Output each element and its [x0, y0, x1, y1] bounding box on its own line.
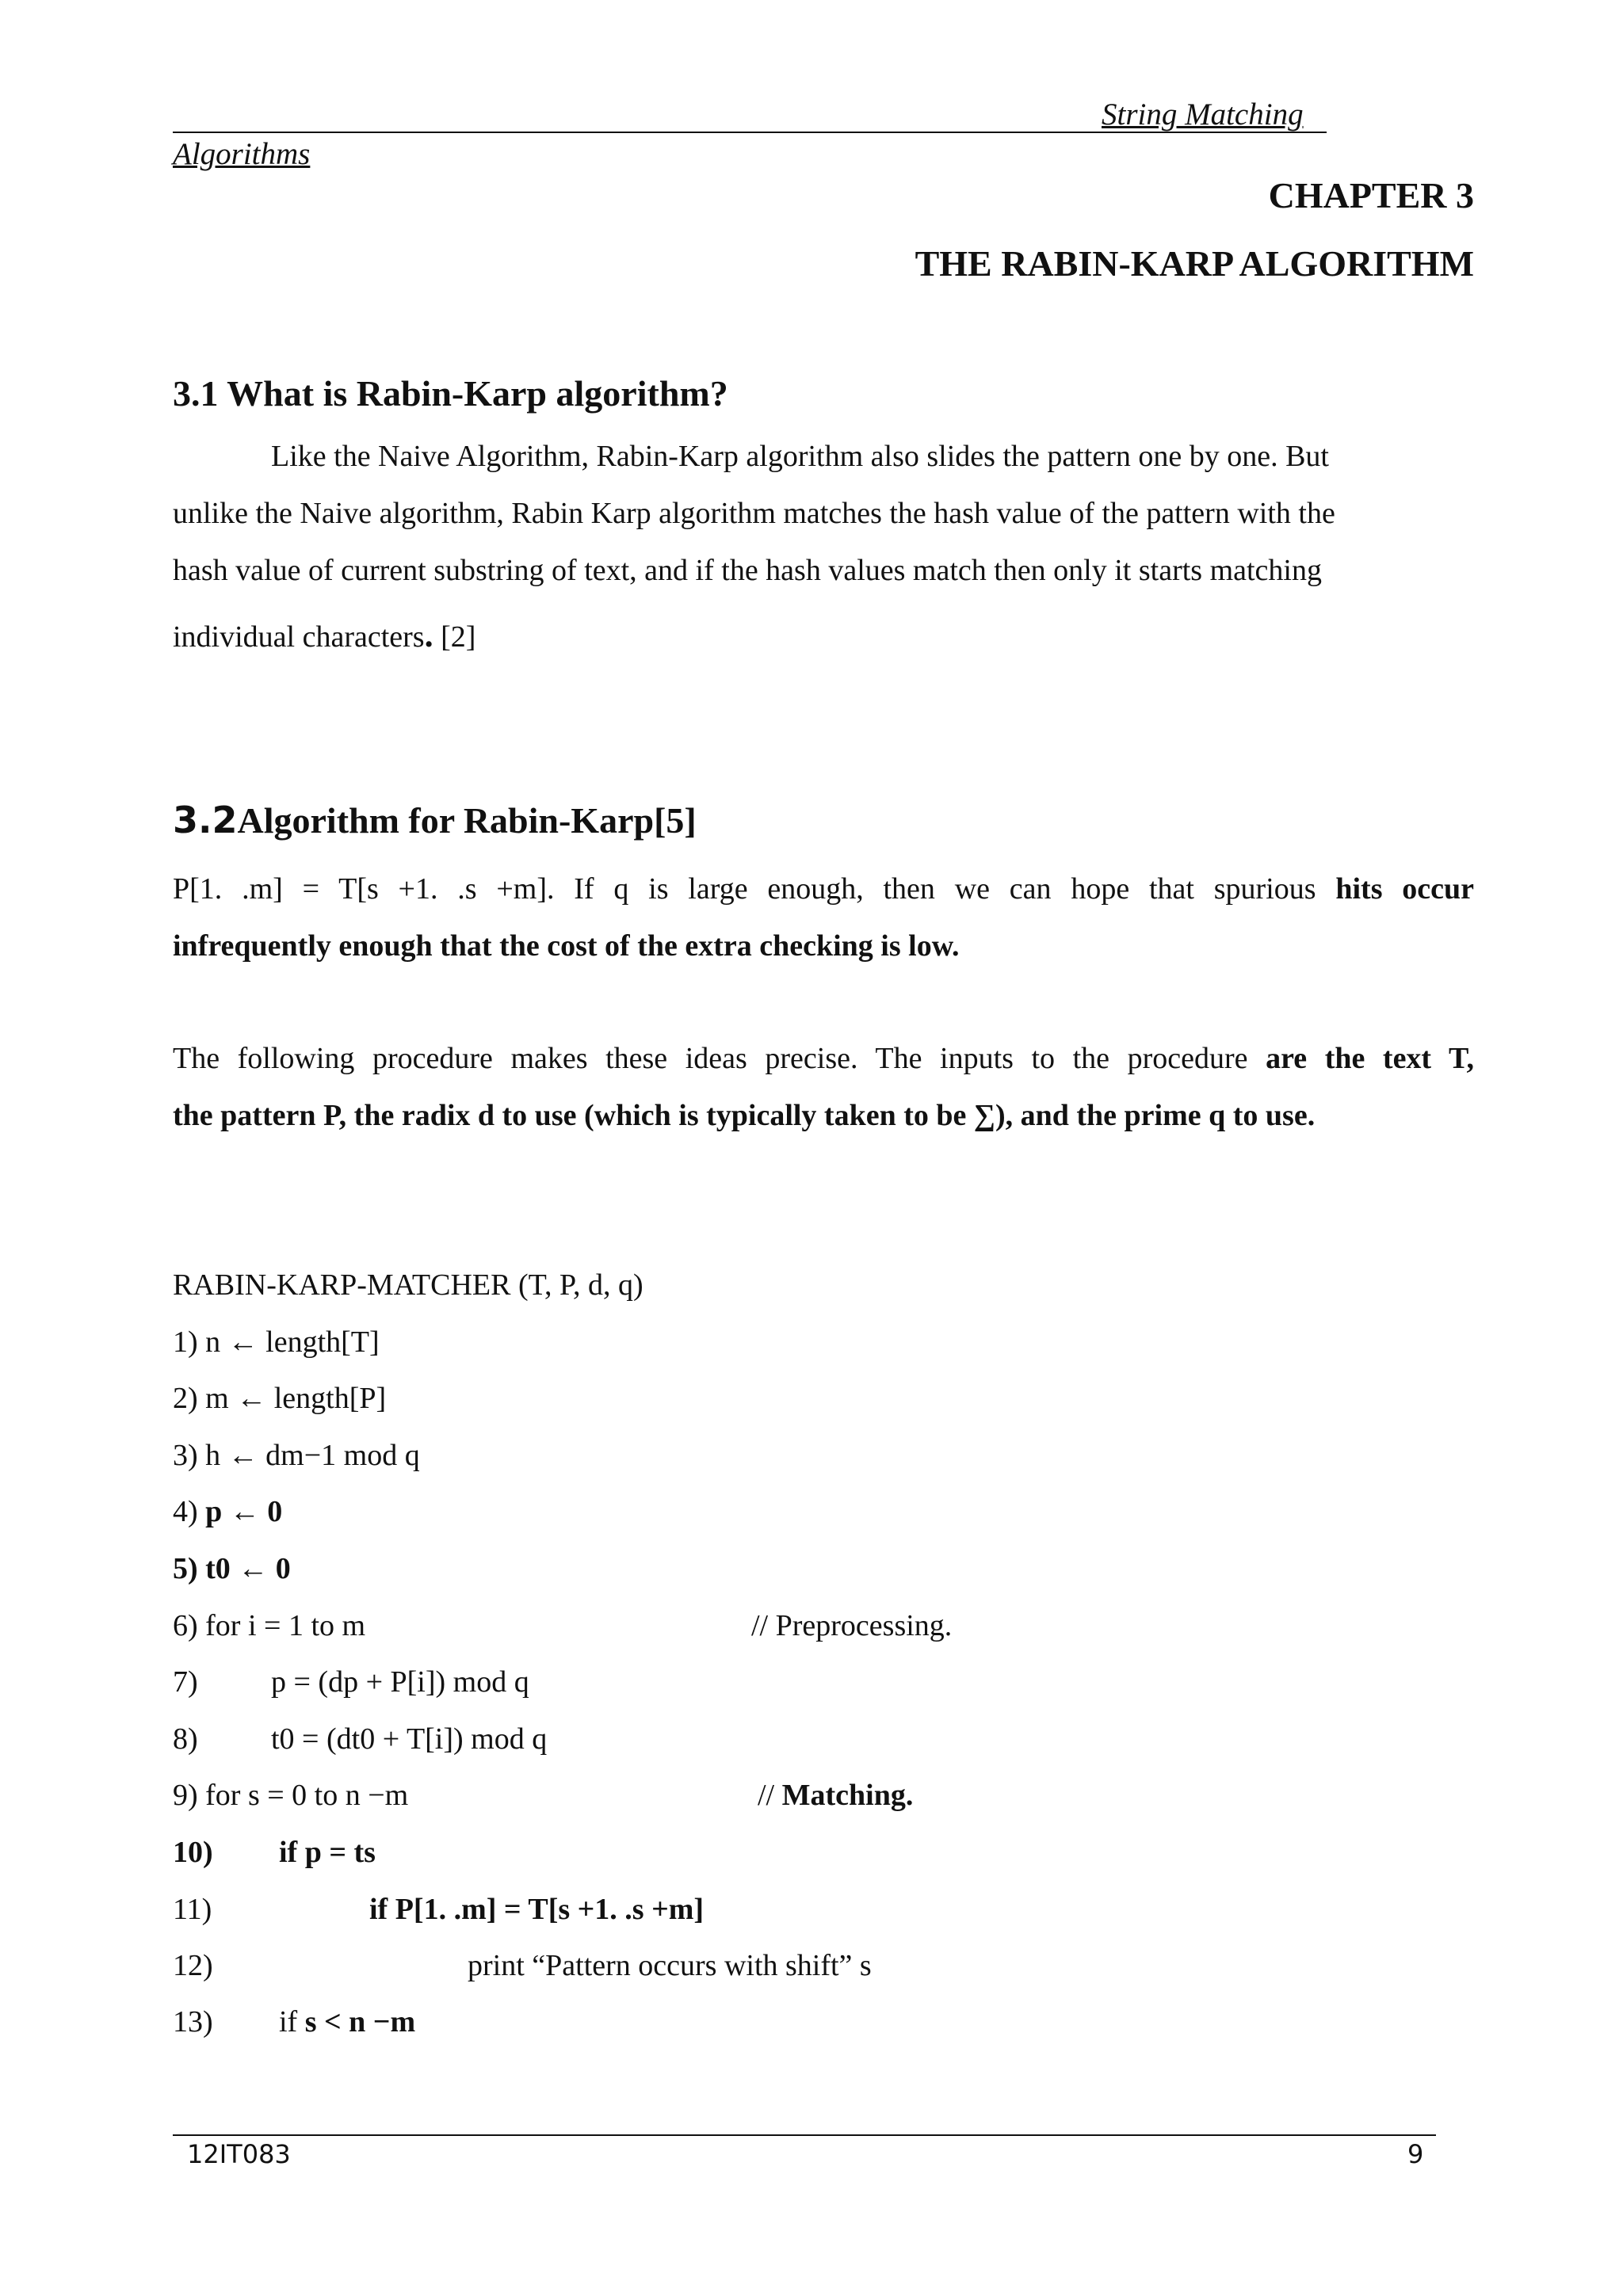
line-code: t0 = (dt0 + T[i]) mod q [271, 1722, 548, 1756]
paragraph-text: The following procedure makes these ideas precise. The inputs to the procedure [173, 1042, 1266, 1075]
line-code: 6) for i = 1 to m [173, 1609, 366, 1642]
line-number: 13) [173, 2005, 213, 2039]
line-code: if p = ts [279, 1836, 376, 1869]
paragraph-line [173, 860, 1474, 917]
section-3-2-paragraph-1-cont [173, 917, 1474, 974]
algorithm-line-1: 1) n ← length[T] [173, 1325, 380, 1359]
chapter-title: THE RABIN-KARP ALGORITHM [915, 243, 1474, 284]
paragraph-bold-text: are the text T, [1266, 1042, 1474, 1075]
footer-page-number: 9 [1407, 2139, 1424, 2169]
paragraph-line: unlike the Naive algorithm, Rabin Karp algorithm matches the hash value of the pattern with the [173, 497, 1335, 530]
condition-bold: s < n −m [304, 2005, 416, 2039]
paragraph-text: individual characters [173, 620, 425, 654]
algorithm-line-8 [173, 1722, 1203, 1779]
algorithm-line-3: 3) h ← dm−1 mod q [173, 1439, 420, 1472]
chapter-number: CHAPTER 3 [1268, 175, 1474, 215]
line-code: p ← 0 [205, 1495, 283, 1528]
paragraph-period: . [424, 616, 433, 654]
algorithm-line-2: 2) m ← length[P] [173, 1382, 387, 1415]
citation: [2] [433, 620, 476, 654]
section-3-2-paragraph-2 [173, 1030, 1474, 1087]
running-header-subtitle: Algorithms [173, 137, 311, 171]
section-number: 3.2 [173, 799, 238, 841]
footer-rule [173, 2134, 1436, 2136]
paragraph-line [173, 1030, 1474, 1087]
paragraph-bold-text: hits occur [1335, 872, 1474, 906]
line-code: print “Pattern occurs with shift” s [468, 1949, 872, 1982]
section-3-2-paragraph-1 [173, 860, 1474, 917]
line-number: 7) [173, 1665, 198, 1699]
section-title: Algorithm for Rabin-Karp[5] [237, 800, 697, 841]
section-3-1-paragraph [173, 428, 1474, 666]
section-3-2-paragraph-2-cont [173, 1087, 1474, 1144]
algorithm-line-9 [173, 1778, 1203, 1835]
running-header-title: String Matching [1102, 97, 1304, 132]
algorithm-line-7 [173, 1665, 1203, 1722]
line-code: p = (dp + P[i]) mod q [271, 1665, 529, 1699]
comment-bold: Matching. [781, 1779, 914, 1812]
line-number: 4) [173, 1495, 206, 1528]
algorithm-line-11 [173, 1892, 1203, 1949]
comment-prefix: // [758, 1779, 782, 1812]
line-comment: // Preprocessing. [751, 1609, 953, 1642]
line-number: 11) [173, 1893, 212, 1926]
paragraph-line: infrequently enough that the cost of the extra checking is low. [173, 929, 960, 963]
line-code: 9) for s = 0 to n −m [173, 1779, 409, 1812]
section-heading-3-2 [173, 799, 697, 841]
footer-doc-id: 12IT083 [187, 2139, 291, 2169]
algorithm-line-5: 5) t0 ← 0 [173, 1552, 291, 1585]
line-number: 8) [173, 1722, 198, 1756]
line-code: if P[1. .m] = T[s +1. .s +m] [369, 1893, 705, 1926]
line-number: 10) [173, 1836, 213, 1869]
paragraph-line: hash value of current substring of text, and if the hash values match then only it starts matching [173, 554, 1322, 587]
header-rule [173, 132, 1327, 133]
paragraph-text: P[1. .m] = T[s +1. .s +m]. If q is large enough, then we can hope that spurious [173, 872, 1336, 906]
algorithm-listing [173, 1268, 1203, 2060]
paragraph-line: the pattern P, the radix d to use (which is typically taken to be ∑), and the prime q to use. [173, 1099, 1316, 1132]
paragraph-line: Like the Naive Algorithm, Rabin-Karp algorithm also slides the pattern one by one. But [271, 440, 1329, 473]
algorithm-line-4 [173, 1494, 282, 1551]
algorithm-line-12 [173, 1948, 1203, 2005]
algorithm-line-13 [173, 2004, 1203, 2061]
algorithm-line-10 [173, 1835, 1203, 1892]
keyword-if: if [279, 2005, 305, 2039]
section-heading-3-1: 3.1 What is Rabin-Karp algorithm? [173, 373, 728, 414]
algorithm-line-6 [173, 1608, 1203, 1665]
line-number: 12) [173, 1949, 213, 1982]
paragraph-line [173, 607, 1474, 666]
line-code [279, 2004, 415, 2039]
algorithm-signature: RABIN-KARP-MATCHER (T, P, d, q) [173, 1268, 643, 1302]
line-comment [758, 1778, 913, 1813]
